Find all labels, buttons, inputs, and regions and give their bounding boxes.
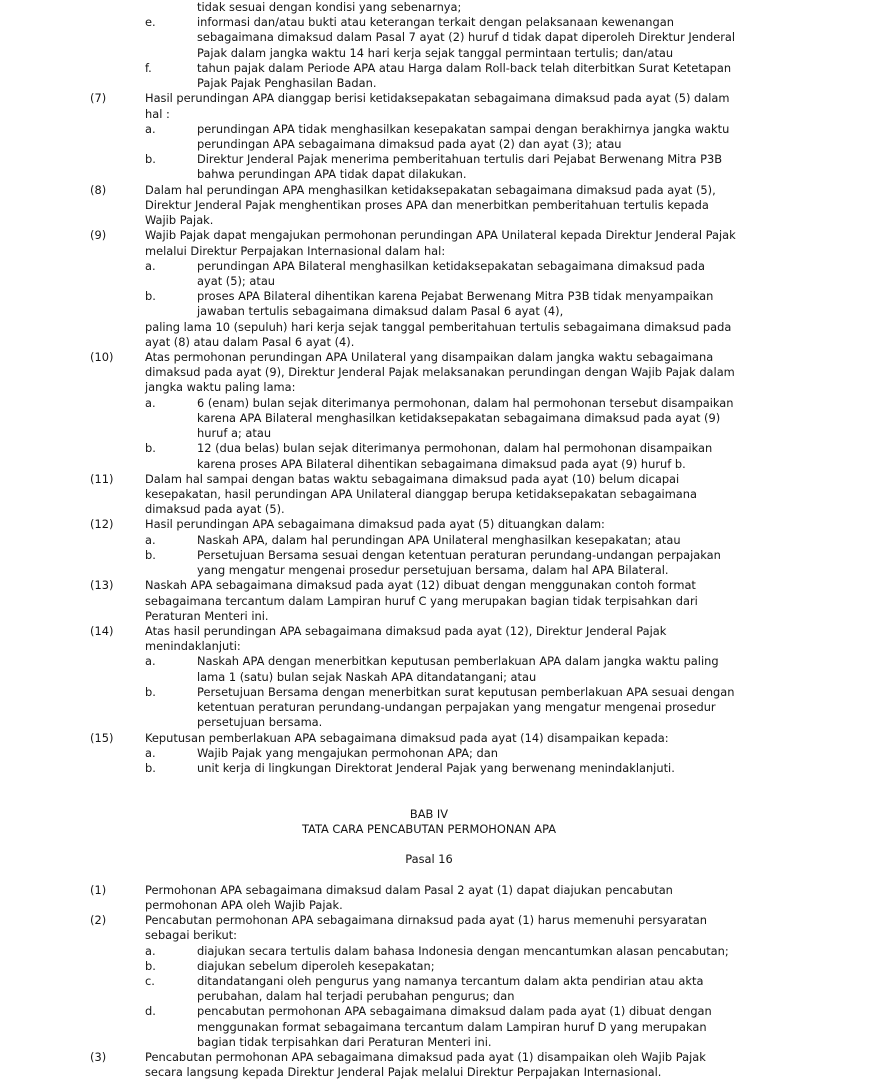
paragraph-number: (13) [90, 578, 114, 593]
document-line [0, 122, 894, 137]
document-line [0, 46, 894, 61]
line-text: TATA CARA PENCABUTAN PERMOHONAN APA [301, 821, 557, 836]
document-line [0, 913, 894, 928]
paragraph-number: (2) [90, 913, 107, 928]
document-line [0, 274, 894, 289]
blank-line [0, 867, 894, 882]
document-line [0, 365, 894, 380]
line-text: Atas hasil perundingan APA sebagaimana dimaksud pada ayat (12), Direktur Jenderal Pajak [145, 623, 667, 638]
document-line [0, 959, 894, 974]
paragraph-number: (10) [90, 350, 114, 365]
paragraph-number: (14) [90, 623, 114, 638]
document-line [0, 548, 894, 563]
section-heading [0, 822, 894, 837]
line-text: tidak sesuai dengan kondisi yang sebenarnya; [197, 0, 462, 14]
list-letter: b. [145, 547, 156, 562]
line-text: ditandatangani oleh pengurus yang namanya tercantum dalam akta pendirian atau akta [197, 974, 704, 988]
line-text: dimaksud pada ayat (9), Direktur Jenderal Pajak melaksanakan perundingan dengan Wajib Pajak dalam [145, 365, 735, 380]
line-text: BAB IV [409, 806, 449, 821]
section-heading [0, 852, 894, 867]
document-line [0, 761, 894, 776]
line-text: sebagaimana dimaksud dalam Pasal 7 ayat (2) huruf d tidak dapat diperoleh Direktur Jenderal [197, 30, 736, 45]
blank-line [0, 837, 894, 852]
paragraph-number: (15) [90, 730, 114, 745]
list-letter: d. [145, 1004, 156, 1019]
document-line [0, 898, 894, 913]
document-line [0, 137, 894, 152]
document-line [0, 244, 894, 259]
document-line [0, 715, 894, 730]
line-text: Dalam hal perundingan APA menghasilkan ketidaksepakatan sebagaimana dimaksud pada ayat (5), [145, 182, 716, 197]
line-text: karena APA Bilateral menghasilkan ketidaksepakatan sebagaimana dimaksud pada ayat (9) [197, 410, 721, 425]
blank-line [0, 791, 894, 806]
document-line [0, 289, 894, 304]
document-line [0, 107, 894, 122]
list-letter: a. [145, 745, 156, 760]
line-text: karena proses APA Bilateral dihentikan sebagaimana dimaksud pada ayat (9) huruf b. [197, 456, 686, 471]
document-line [0, 198, 894, 213]
line-text: Persetujuan Bersama dengan menerbitkan surat keputusan pemberlakuan APA sesuai dengan [197, 684, 735, 699]
line-text: ayat (8) atau dalam Pasal 6 ayat (4). [145, 334, 355, 349]
line-text: bahwa perundingan APA tidak dapat dilakukan. [197, 167, 467, 182]
document-line [0, 563, 894, 578]
document-line [0, 1050, 894, 1065]
line-text: persetujuan bersama. [197, 715, 323, 730]
line-text: proses APA Bilateral dihentikan karena Pejabat Berwenang Mitra P3B tidak menyampaikan [197, 289, 714, 304]
document-line [0, 1035, 894, 1050]
document-line [0, 928, 894, 943]
document-line [0, 411, 894, 426]
document-line [0, 152, 894, 167]
document-line [0, 944, 894, 959]
paragraph-number: (9) [90, 228, 107, 243]
document-line [0, 502, 894, 517]
line-text: 12 (dua belas) bulan sejak diterimanya permohonan, dalam hal permohonan disampaikan [197, 441, 713, 456]
line-text: dimaksud pada ayat (5). [145, 502, 285, 517]
document-line [0, 0, 894, 15]
line-text: Direktur Jenderal Pajak menerima pemberitahuan tertulis dari Pejabat Berwenang Mitra P3B [197, 152, 723, 167]
paragraph-number: (7) [90, 91, 107, 106]
list-letter: a. [145, 121, 156, 136]
line-text: perundingan APA tidak menghasilkan kesepakatan sampai dengan berakhirnya jangka waktu [197, 121, 730, 136]
document-line [0, 746, 894, 761]
line-text: melalui Direktur Perpajakan Internasional dalam hal: [145, 243, 446, 258]
line-text: paling lama 10 (sepuluh) hari kerja sejak tanggal pemberitahuan tertulis sebagaimana dimaksud pada [145, 319, 732, 334]
line-text: Direktur Jenderal Pajak menghentikan proses APA dan menerbitkan pemberitahuan tertulis kepada [145, 197, 709, 212]
line-text: Pasal 16 [405, 852, 453, 867]
line-text: informasi dan/atau bukti atau keterangan terkait dengan pelaksanaan kewenangan [197, 15, 674, 30]
list-letter: c. [145, 974, 155, 988]
paragraph-number: (3) [90, 1050, 107, 1065]
line-text: pencabutan permohonan APA sebagaimana dimaksud dalam pada ayat (1) dibuat dengan [197, 1004, 712, 1019]
document-line [0, 685, 894, 700]
line-text: hal : [145, 106, 170, 121]
line-text: Dalam hal sampai dengan batas waktu sebagaimana dimaksud pada ayat (10) belum dicapai [145, 471, 680, 486]
section-heading [0, 807, 894, 822]
line-text: sebagai berikut: [145, 928, 238, 943]
document-line [0, 974, 894, 989]
document-line [0, 670, 894, 685]
document-line [0, 380, 894, 395]
document-line [0, 396, 894, 411]
list-letter: b. [145, 152, 156, 167]
line-text: Pajak dalam jangka waktu 14 hari kerja sejak tanggal permintaan tertulis; dan/atau [197, 45, 674, 60]
document-line [0, 578, 894, 593]
document-line [0, 472, 894, 487]
list-letter: a. [145, 532, 156, 547]
line-text: 6 (enam) bulan sejak diterimanya permohonan, dalam hal permohonan tersebut disampaikan [197, 395, 734, 410]
list-letter: f. [145, 60, 152, 75]
list-letter: a. [145, 943, 156, 958]
line-text: Naskah APA dengan menerbitkan keputusan pemberlakuan APA dalam jangka waktu paling [197, 654, 719, 669]
list-letter: b. [145, 760, 156, 775]
line-text: Keputusan pemberlakuan APA sebagaimana dimaksud pada ayat (14) disampaikan kepada: [145, 730, 669, 745]
document-line [0, 487, 894, 502]
line-text: Pencabutan permohonan APA sebagaimana dimaksud pada ayat (1) disampaikan oleh Wajib Pajak [145, 1050, 706, 1065]
line-text: Peraturan Menteri ini. [145, 608, 269, 623]
document-line [0, 320, 894, 335]
line-text: Pencabutan permohonan APA sebagaimana dirnaksud pada ayat (1) harus memenuhi persyaratan [145, 913, 707, 928]
line-text: Hasil perundingan APA dianggap berisi ketidaksepakatan sebagaimana dimaksud pada ayat (5) dalam [145, 91, 730, 106]
document-line [0, 594, 894, 609]
list-letter: b. [145, 441, 156, 456]
line-text: secara langsung kepada Direktur Jenderal Pajak melalui Direktur Perpajakan Internasional. [145, 1065, 662, 1080]
line-text: lama 1 (satu) bulan sejak Naskah APA ditandatangani; atau [197, 669, 537, 684]
document-line [0, 624, 894, 639]
list-letter: b. [145, 289, 156, 304]
document-line [0, 1020, 894, 1035]
document-line [0, 167, 894, 182]
line-text: perundingan APA Bilateral menghasilkan ketidaksepakatan sebagaimana dimaksud pada [197, 258, 706, 273]
line-text: Atas permohonan perundingan APA Unilateral yang disampaikan dalam jangka waktu sebagaimana [145, 350, 714, 365]
paragraph-number: (11) [90, 471, 114, 486]
document-line [0, 654, 894, 669]
document-line [0, 30, 894, 45]
line-text: perundingan APA sebagaimana dimaksud pada ayat (2) dan ayat (3); atau [197, 136, 622, 151]
document-line [0, 1004, 894, 1019]
document-line [0, 15, 894, 30]
document-line [0, 989, 894, 1004]
blank-line [0, 776, 894, 791]
document-line [0, 457, 894, 472]
document-line [0, 731, 894, 746]
line-text: bagian tidak terpisahkan dari Peraturan Menteri ini. [197, 1034, 492, 1049]
document-line [0, 304, 894, 319]
document-line [0, 700, 894, 715]
document-line [0, 61, 894, 76]
list-letter: e. [145, 15, 156, 30]
line-text: perubahan, dalam hal terjadi perubahan pengurus; dan [197, 989, 515, 1004]
paragraph-number: (1) [90, 882, 107, 897]
line-text: Naskah APA sebagaimana dimaksud pada ayat (12) dibuat dengan menggunakan contoh format [145, 578, 696, 593]
document-line [0, 609, 894, 624]
document-line [0, 533, 894, 548]
paragraph-number: (8) [90, 182, 107, 197]
line-text: sebagaimana tercantum dalam Lampiran huruf C yang merupakan bagian tidak terpisahkan dari [145, 593, 698, 608]
line-text: permohonan APA oleh Wajib Pajak. [145, 897, 343, 912]
line-text: Wajib Pajak yang mengajukan permohonan APA; dan [197, 745, 498, 760]
line-text: diajukan sebelum diperoleh kesepakatan; [197, 958, 435, 973]
list-letter: a. [145, 395, 156, 410]
document-line [0, 639, 894, 654]
line-text: jawaban tertulis sebagaimana dimaksud dalam Pasal 6 ayat (4), [197, 304, 564, 319]
line-text: kesepakatan, hasil perundingan APA Unilateral dianggap berupa ketidaksepakatan sebagaimana [145, 487, 697, 501]
list-letter: a. [145, 654, 156, 669]
paragraph-number: (12) [90, 517, 114, 532]
line-text: Persetujuan Bersama sesuai dengan ketentuan peraturan perundang-undangan perpajakan [197, 547, 721, 562]
document-line [0, 91, 894, 106]
line-text: unit kerja di lingkungan Direktorat Jenderal Pajak yang berwenang menindaklanjuti. [197, 760, 675, 775]
line-text: yang mengatur mengenai prosedur persetujuan bersama, dalam hal APA Bilateral. [197, 563, 669, 578]
line-text: Wajib Pajak dapat mengajukan permohonan perundingan APA Unilateral kepada Direktur Jenderal Pajak [145, 228, 736, 243]
document-line [0, 259, 894, 274]
document-line [0, 426, 894, 441]
document-line [0, 228, 894, 243]
document-line [0, 183, 894, 198]
line-text: Hasil perundingan APA sebagaimana dimaksud pada ayat (5) dituangkan dalam: [145, 517, 605, 532]
line-text: menggunakan format sebagaimana tercantum dalam Lampiran huruf D yang merupakan [197, 1019, 707, 1034]
line-text: jangka waktu paling lama: [145, 380, 296, 395]
document-line [0, 1065, 894, 1080]
line-text: tahun pajak dalam Periode APA atau Harga dalam Roll-back telah diterbitkan Surat Ketetapan [197, 60, 732, 75]
document-line [0, 335, 894, 350]
document-line [0, 883, 894, 898]
line-text: Pajak Pajak Penghasilan Badan. [197, 76, 377, 91]
line-text: ayat (5); atau [197, 273, 276, 288]
line-text: Permohonan APA sebagaimana dimaksud dalam Pasal 2 ayat (1) dapat diajukan pencabutan [145, 882, 673, 897]
list-letter: b. [145, 684, 156, 699]
line-text: menindaklanjuti: [145, 639, 241, 654]
line-text: Naskah APA, dalam hal perundingan APA Unilateral menghasilkan kesepakatan; atau [197, 532, 681, 547]
line-text: Wajib Pajak. [145, 213, 214, 228]
document-line [0, 517, 894, 532]
line-text: diajukan secara tertulis dalam bahasa Indonesia dengan mencantumkan alasan pencabutan; [197, 943, 729, 958]
line-text: ketentuan peraturan perundang-undangan perpajakan yang mengatur mengenai prosedur [197, 700, 716, 715]
document-line [0, 350, 894, 365]
list-letter: a. [145, 258, 156, 273]
document-line [0, 213, 894, 228]
list-letter: b. [145, 958, 156, 973]
document-line [0, 441, 894, 456]
document-line [0, 76, 894, 91]
line-text: huruf a; atau [197, 426, 272, 441]
